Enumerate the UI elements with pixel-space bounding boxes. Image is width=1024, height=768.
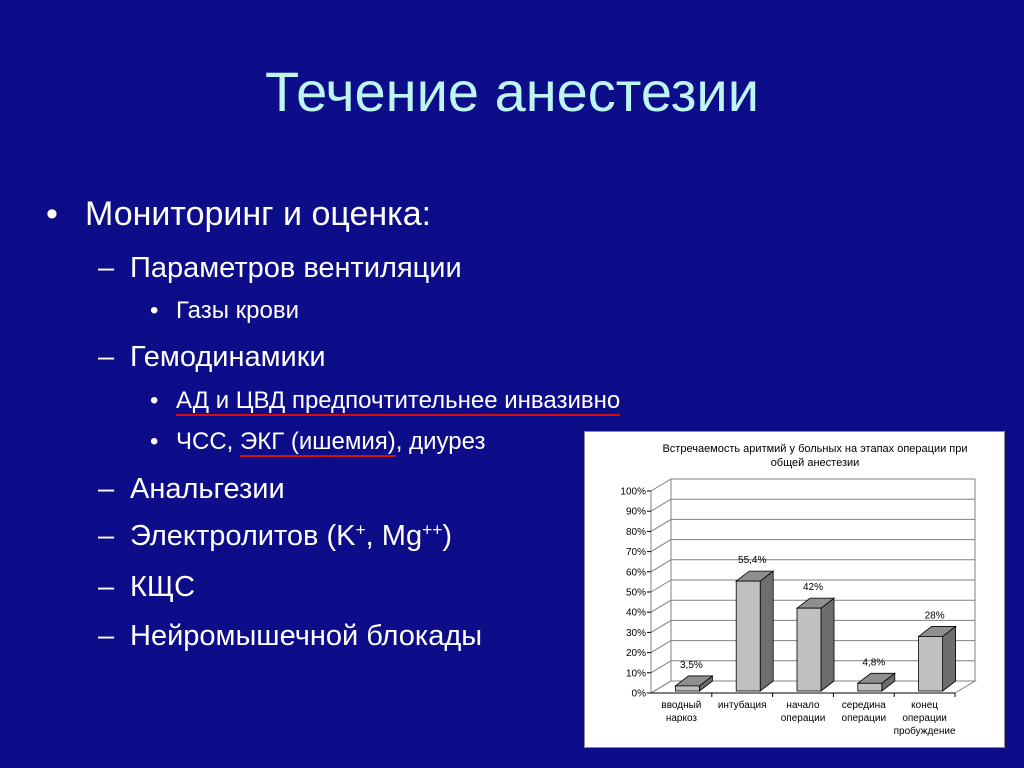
electrolytes-text-a: Электролитов (K bbox=[130, 520, 356, 552]
bullet-marker: • bbox=[150, 428, 159, 455]
superscript: ++ bbox=[422, 519, 443, 540]
chart-plot bbox=[585, 432, 1006, 749]
bullet-text: Газы крови bbox=[176, 297, 299, 324]
x-tick-label: конец bbox=[911, 700, 939, 711]
dash-marker: – bbox=[98, 341, 115, 373]
hr-text: ЧСС, bbox=[176, 428, 240, 455]
x-tick-label: интубация bbox=[717, 700, 767, 711]
bullet-text: Гемодинамики bbox=[130, 341, 326, 373]
x-tick-label: наркоз bbox=[665, 713, 697, 724]
bullet-text: Нейромышечной блокады bbox=[130, 620, 483, 652]
gridline-diagonal bbox=[651, 540, 671, 552]
x-tick-label: операции bbox=[902, 713, 947, 724]
dash-marker: – bbox=[98, 473, 115, 505]
superscript: + bbox=[355, 519, 366, 540]
bullet-marker: • bbox=[150, 297, 159, 324]
gridline-diagonal bbox=[651, 499, 671, 511]
arrhythmia-chart bbox=[584, 431, 1005, 748]
data-label: 4,8% bbox=[862, 657, 886, 669]
y-tick-label: 40% bbox=[625, 607, 646, 619]
x-tick-label: вводный bbox=[661, 700, 702, 711]
x-tick-label: середина bbox=[841, 700, 886, 711]
gridline-diagonal bbox=[651, 560, 671, 572]
bullet-text bbox=[130, 519, 453, 552]
ecg-text: ЭКГ (ишемия) bbox=[240, 428, 396, 455]
bar bbox=[797, 608, 821, 691]
x-tick-label: операции bbox=[780, 713, 826, 724]
y-tick-label: 90% bbox=[625, 506, 646, 518]
bullet-text: Параметров вентиляции bbox=[130, 252, 462, 284]
data-label: 3,5% bbox=[680, 659, 703, 671]
bullet-text: Мониторинг и оценка: bbox=[85, 195, 432, 233]
dash-marker: – bbox=[98, 620, 115, 652]
bar-side bbox=[821, 598, 834, 691]
bullet-text: Анальгезии bbox=[130, 473, 285, 505]
gridline-diagonal bbox=[651, 641, 671, 653]
dash-marker: – bbox=[98, 520, 115, 552]
electrolytes-text-b: , Mg bbox=[365, 520, 423, 552]
data-label: 28% bbox=[924, 610, 945, 622]
y-tick-label: 60% bbox=[625, 567, 646, 579]
gridline-diagonal bbox=[651, 600, 671, 612]
y-tick-label: 50% bbox=[625, 587, 646, 599]
x-tick-label: пробуждение bbox=[893, 726, 956, 737]
y-tick-label: 20% bbox=[625, 648, 646, 660]
bullet-marker: • bbox=[150, 387, 159, 414]
gridline-diagonal bbox=[651, 661, 671, 673]
slide-title: Течение анестезии bbox=[265, 60, 759, 123]
y-tick-label: 80% bbox=[625, 526, 646, 538]
invasive-text: предпочтительнее инвазивно bbox=[285, 387, 621, 414]
bar bbox=[675, 686, 699, 691]
bar bbox=[919, 636, 943, 691]
dash-marker: – bbox=[98, 252, 115, 284]
x-tick-label: операции bbox=[841, 713, 887, 724]
data-label: 55,4% bbox=[738, 555, 767, 567]
gridline-diagonal bbox=[651, 580, 671, 592]
y-tick-label: 10% bbox=[625, 668, 646, 680]
y-tick-label: 70% bbox=[625, 547, 646, 559]
bar bbox=[858, 683, 882, 691]
gridline-diagonal bbox=[651, 519, 671, 531]
gridline-diagonal bbox=[651, 620, 671, 632]
gridline-diagonal bbox=[651, 479, 671, 491]
y-tick-label: 0% bbox=[631, 688, 646, 700]
diuresis-text: , диурез bbox=[395, 428, 486, 455]
y-tick-label: 30% bbox=[625, 627, 646, 639]
chart-title: Встречаемость аритмий у больных на этапах операции при общей анестезии bbox=[662, 443, 968, 469]
bullet-text bbox=[176, 430, 485, 454]
electrolytes-text-c: ) bbox=[442, 520, 453, 552]
dash-marker: – bbox=[98, 571, 115, 603]
bullet-text: КЩС bbox=[130, 571, 196, 603]
bar bbox=[736, 581, 760, 691]
y-tick-label: 100% bbox=[620, 486, 646, 498]
ad-cvd-text: АД и ЦВД bbox=[176, 387, 286, 414]
bullet-text bbox=[176, 389, 620, 413]
bar-side bbox=[760, 571, 773, 691]
bar-side bbox=[943, 626, 956, 691]
data-label: 42% bbox=[802, 582, 824, 594]
x-tick-label: начало bbox=[786, 700, 820, 711]
bullet-marker: • bbox=[46, 195, 58, 233]
